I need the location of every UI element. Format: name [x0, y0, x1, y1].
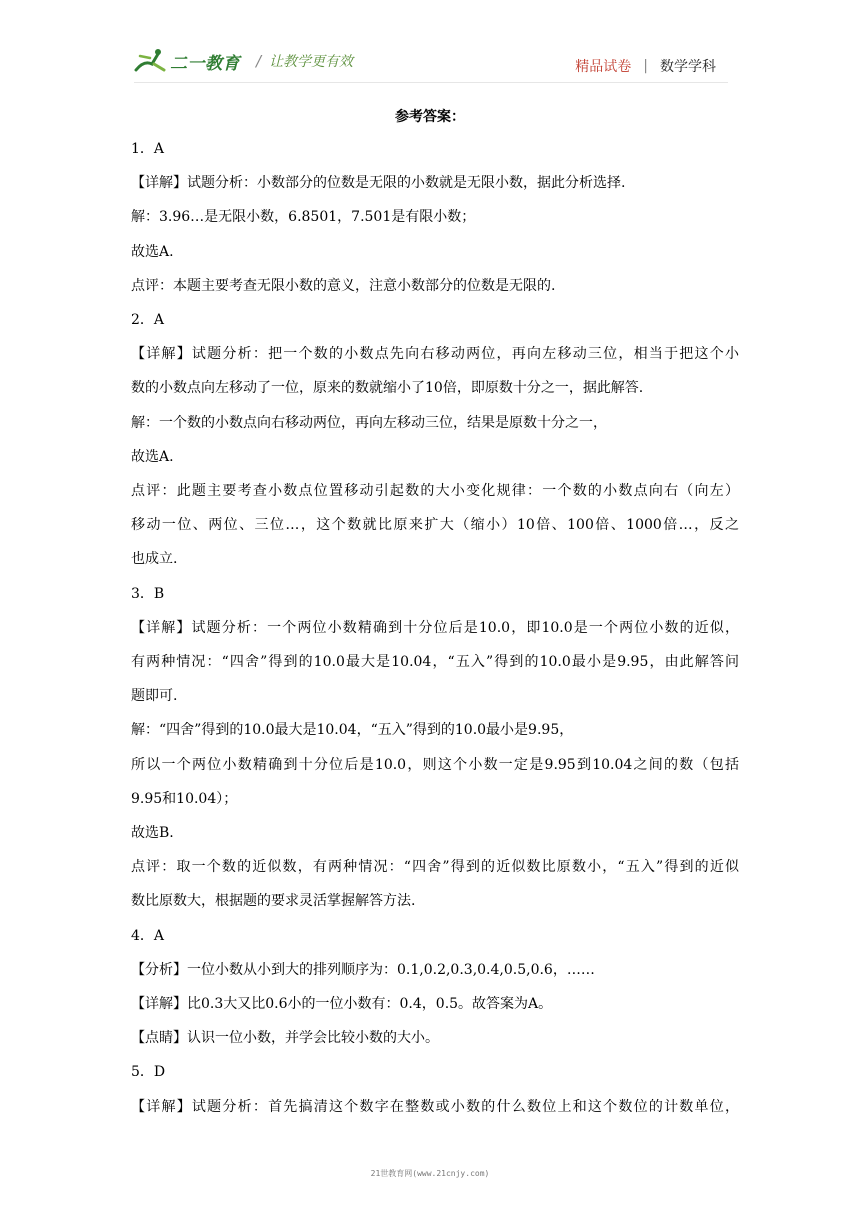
- page-header: [134, 48, 728, 82]
- answer-line: 有两种情况：“四舍”得到的10.0最大是10.04，“五入”得到的10.0最小是9.95，由此解答问: [131, 654, 739, 671]
- answer-line: 5．D: [131, 1064, 166, 1081]
- answer-line: 故选B.: [131, 825, 174, 842]
- answer-line: 【详解】试题分析：小数部分的位数是无限的小数就是无限小数，据此分析选择.: [131, 175, 626, 192]
- answer-line: 数比原数大，根据题的要求灵活掌握解答方法.: [131, 893, 416, 910]
- answer-line: 【详解】比0.3大又比0.6小的一位小数有：0.4，0.5。故答案为A。: [131, 996, 553, 1013]
- logo: [134, 48, 353, 74]
- header-divider: [134, 82, 728, 83]
- answer-line: 4．A: [131, 927, 165, 944]
- slogan: 让教学更有效: [269, 54, 354, 70]
- answer-line: 所以一个两位小数精确到十分位后是10.0，则这个小数一定是9.95到10.04之间的数（包括: [131, 756, 739, 773]
- answer-line: 题即可.: [131, 688, 178, 705]
- tag-separator: |: [643, 58, 648, 74]
- answer-line: 【详解】试题分析：把一个数的小数点先向右移动两位，再向左移动三位，相当于把这个小: [131, 346, 739, 363]
- answer-line: 1．A: [131, 141, 165, 157]
- answer-line: 故选A.: [131, 448, 174, 465]
- answer-line: 解：3.96…是无限小数，6.8501，7.501是有限小数；: [131, 209, 476, 226]
- answer-line: 点评：本题主要考查无限小数的意义，注意小数部分的位数是无限的.: [131, 277, 556, 294]
- answer-line: 解：“四舍”得到的10.0最大是10.04，“五入”得到的10.0最小是9.95，: [131, 722, 574, 739]
- answer-line: 点评：此题主要考查小数点位置移动引起数的大小变化规律：一个数的小数点向右（向左）: [131, 483, 739, 500]
- answer-line: 点评：取一个数的近似数，有两种情况：“四舍”得到的近似数比原数小，“五入”得到的近似: [131, 859, 739, 876]
- header-slash: /: [256, 52, 262, 70]
- answer-line: 也成立.: [131, 551, 178, 568]
- page-title: 参考答案：: [395, 109, 465, 125]
- answer-line: 移动一位、两位、三位…，这个数就比原来扩大（缩小）10倍、100倍、1000倍…，反之: [131, 517, 739, 534]
- answer-line: 【详解】试题分析：一个两位小数精确到十分位后是10.0，即10.0是一个两位小数的近似，: [131, 619, 739, 636]
- runner-logo-icon: [134, 48, 168, 74]
- answer-line: 数的小数点向左移动了一位，原来的数就缩小了10倍，即原数十分之一，据此解答.: [131, 380, 644, 397]
- answer-line: 【详解】试题分析：首先搞清这个数字在整数或小数的什么数位上和这个数位的计数单位，: [131, 1098, 739, 1115]
- answer-line: 9.95和10.04）；: [131, 790, 238, 807]
- tag-quality-exam: 精品试卷: [575, 59, 632, 75]
- page-footer: 21世教育网(www.21cnjy.com): [370, 1169, 490, 1178]
- header-tags: [575, 56, 716, 76]
- answer-line: 解：一个数的小数点向右移动两位，再向左移动三位，结果是原数十分之一，: [131, 414, 607, 431]
- brand-name: 二一教育: [170, 53, 240, 74]
- answer-line: 2．A: [131, 312, 165, 329]
- tag-subject: 数学学科: [660, 59, 716, 75]
- answer-body: [131, 132, 739, 1124]
- answer-line: 【点睛】认识一位小数，并学会比较小数的大小。: [131, 1030, 439, 1047]
- answer-line: 3．B: [131, 585, 165, 602]
- answer-line: 【分析】一位小数从小到大的排列顺序为：0.1,0.2,0.3,0.4,0.5,0.6，……: [131, 961, 595, 978]
- answer-line: 故选A.: [131, 243, 174, 260]
